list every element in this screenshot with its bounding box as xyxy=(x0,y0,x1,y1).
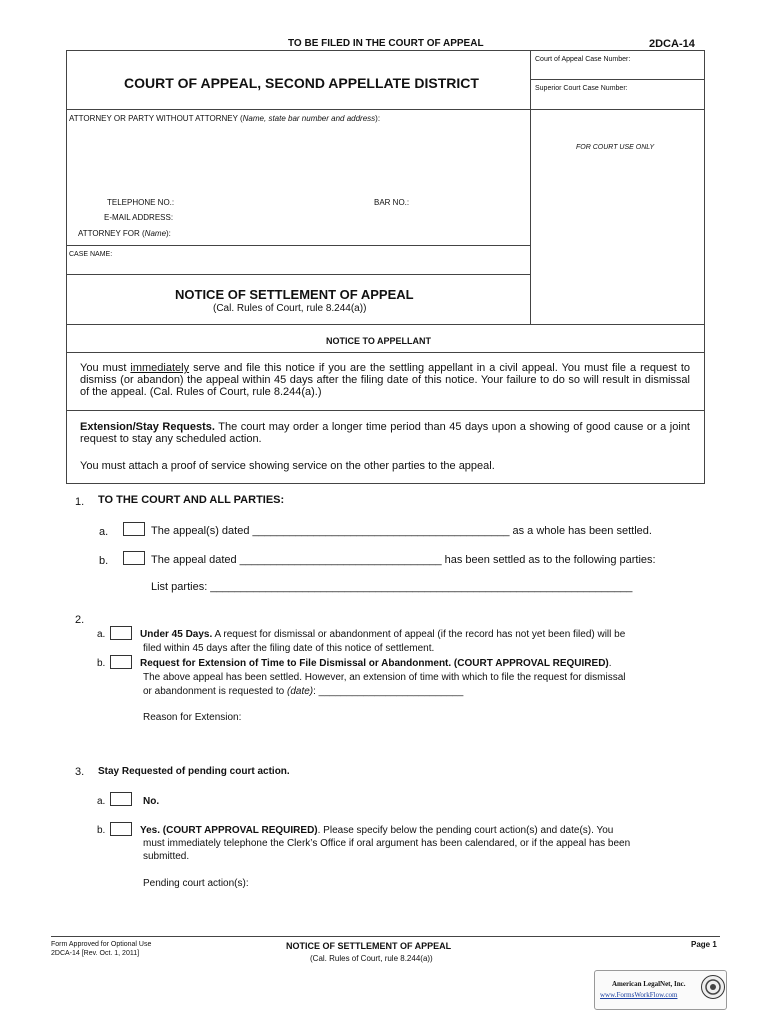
form-code: 2DCA-14 xyxy=(649,38,695,50)
section3-b-letter: b. xyxy=(97,825,106,836)
vendor-name: American LegalNet, Inc. xyxy=(612,980,686,988)
filed-in-heading: TO BE FILED IN THE COURT OF APPEAL xyxy=(288,38,484,49)
section2-a-text-cont: filed within 45 days after the filing date of this notice of settlement. xyxy=(143,643,435,654)
section3-a-text: No. xyxy=(143,796,160,807)
vendor-link[interactable]: www.FormsWorkFlow.com xyxy=(600,991,678,999)
section2-number: 2. xyxy=(75,614,85,626)
section3-title: Stay Requested of pending court action. xyxy=(98,766,290,777)
section2-a-letter: a. xyxy=(97,629,106,640)
section2-a-checkbox[interactable] xyxy=(110,626,132,640)
section1-b-checkbox[interactable] xyxy=(123,551,145,565)
footer-title: NOTICE OF SETTLEMENT OF APPEAL xyxy=(286,941,452,951)
section3-number: 3. xyxy=(75,766,85,778)
section3-a-letter: a. xyxy=(97,796,106,807)
section2-b-line1: The above appeal has been settled. However, an extension of time with which to file the request for dismissal xyxy=(143,672,626,683)
section2-b-letter: b. xyxy=(97,658,106,669)
court-title: COURT OF APPEAL, SECOND APPELLATE DISTRICT xyxy=(124,75,479,91)
notice-paragraph-1: You must immediately serve and file this notice if you are the settling appellant in a civil appeal. You must file a request to dismiss (or abandon) the appeal within 45 days after the filing date of this notice. Your failure to do so will result in dismissal of the appeal. (Cal. Rules of Court, rule 8.244(a).) xyxy=(80,362,690,398)
section2-b-title: Request for Extension of Time to File Dismissal or Abandonment. (COURT APPROVAL REQUIRED). xyxy=(140,658,612,669)
notice-title: NOTICE OF SETTLEMENT OF APPEAL xyxy=(175,287,414,302)
bar-number-label: BAR NO.: xyxy=(374,198,410,207)
email-label: E-MAIL ADDRESS: xyxy=(104,213,174,222)
section1-b-text: The appeal dated _________________________________ has been settled as to the following parties: xyxy=(151,554,656,566)
section1-a-text: The appeal(s) dated __________________________________________ as a whole has been settled. xyxy=(151,525,652,537)
vendor-seal-icon xyxy=(701,975,725,999)
footer-page-number: Page 1 xyxy=(691,940,717,949)
reason-for-extension-label: Reason for Extension: xyxy=(143,712,242,723)
list-parties-field[interactable]: List parties: _____________________________________________________________________ xyxy=(151,581,633,593)
section3-b-text-cont2: submitted. xyxy=(143,851,190,862)
section1-a-checkbox[interactable] xyxy=(123,522,145,536)
pending-court-actions-label: Pending court action(s): xyxy=(143,878,249,889)
notice-paragraph-3: You must attach a proof of service showing service on the other parties to the appeal. xyxy=(80,460,495,472)
section3-b-text-cont1: must immediately telephone the Clerk’s Office if oral argument has been calendared, or if the appeal has been xyxy=(143,838,631,849)
section1-number: 1. xyxy=(75,496,85,508)
notice-paragraph-2: Extension/Stay Requests. The court may order a longer time period than 45 days upon a showing of good cause or a joint request to stay any scheduled action. xyxy=(80,421,690,445)
attorney-for-label: ATTORNEY FOR (Name): xyxy=(78,229,171,238)
footer-rule: (Cal. Rules of Court, rule 8.244(a)) xyxy=(310,954,433,963)
telephone-label: TELEPHONE NO.: xyxy=(107,198,175,207)
section1-b-letter: b. xyxy=(99,555,109,567)
section1-title: TO THE COURT AND ALL PARTIES: xyxy=(98,494,285,506)
section2-b-checkbox[interactable] xyxy=(110,655,132,669)
superior-case-number-label: Superior Court Case Number: xyxy=(535,85,628,92)
footer-approved: Form Approved for Optional Use xyxy=(51,941,152,948)
court-use-only-label: FOR COURT USE ONLY xyxy=(576,144,655,151)
notice-to-appellant: NOTICE TO APPELLANT xyxy=(326,336,432,346)
section3-b-checkbox[interactable] xyxy=(110,822,132,836)
attorney-label: ATTORNEY OR PARTY WITHOUT ATTORNEY (Name, state bar number and address): xyxy=(69,114,381,123)
footer-revision: 2DCA-14 [Rev. Oct. 1, 2011] xyxy=(51,950,140,957)
coa-case-number-label: Court of Appeal Case Number: xyxy=(535,56,631,63)
section2-a-text: Under 45 Days. A request for dismissal or abandonment of appeal (if the record has not yet been filed) will be xyxy=(140,629,626,640)
notice-rule: (Cal. Rules of Court, rule 8.244(a)) xyxy=(213,303,367,314)
section2-b-line2: or abandonment is requested to (date): __________________________ xyxy=(143,686,464,697)
section3-b-text: Yes. (COURT APPROVAL REQUIRED). Please specify below the pending court action(s) and date(s). You xyxy=(140,825,614,836)
section1-a-letter: a. xyxy=(99,526,109,538)
case-name-label: CASE NAME: xyxy=(69,251,113,258)
section3-a-checkbox[interactable] xyxy=(110,792,132,806)
